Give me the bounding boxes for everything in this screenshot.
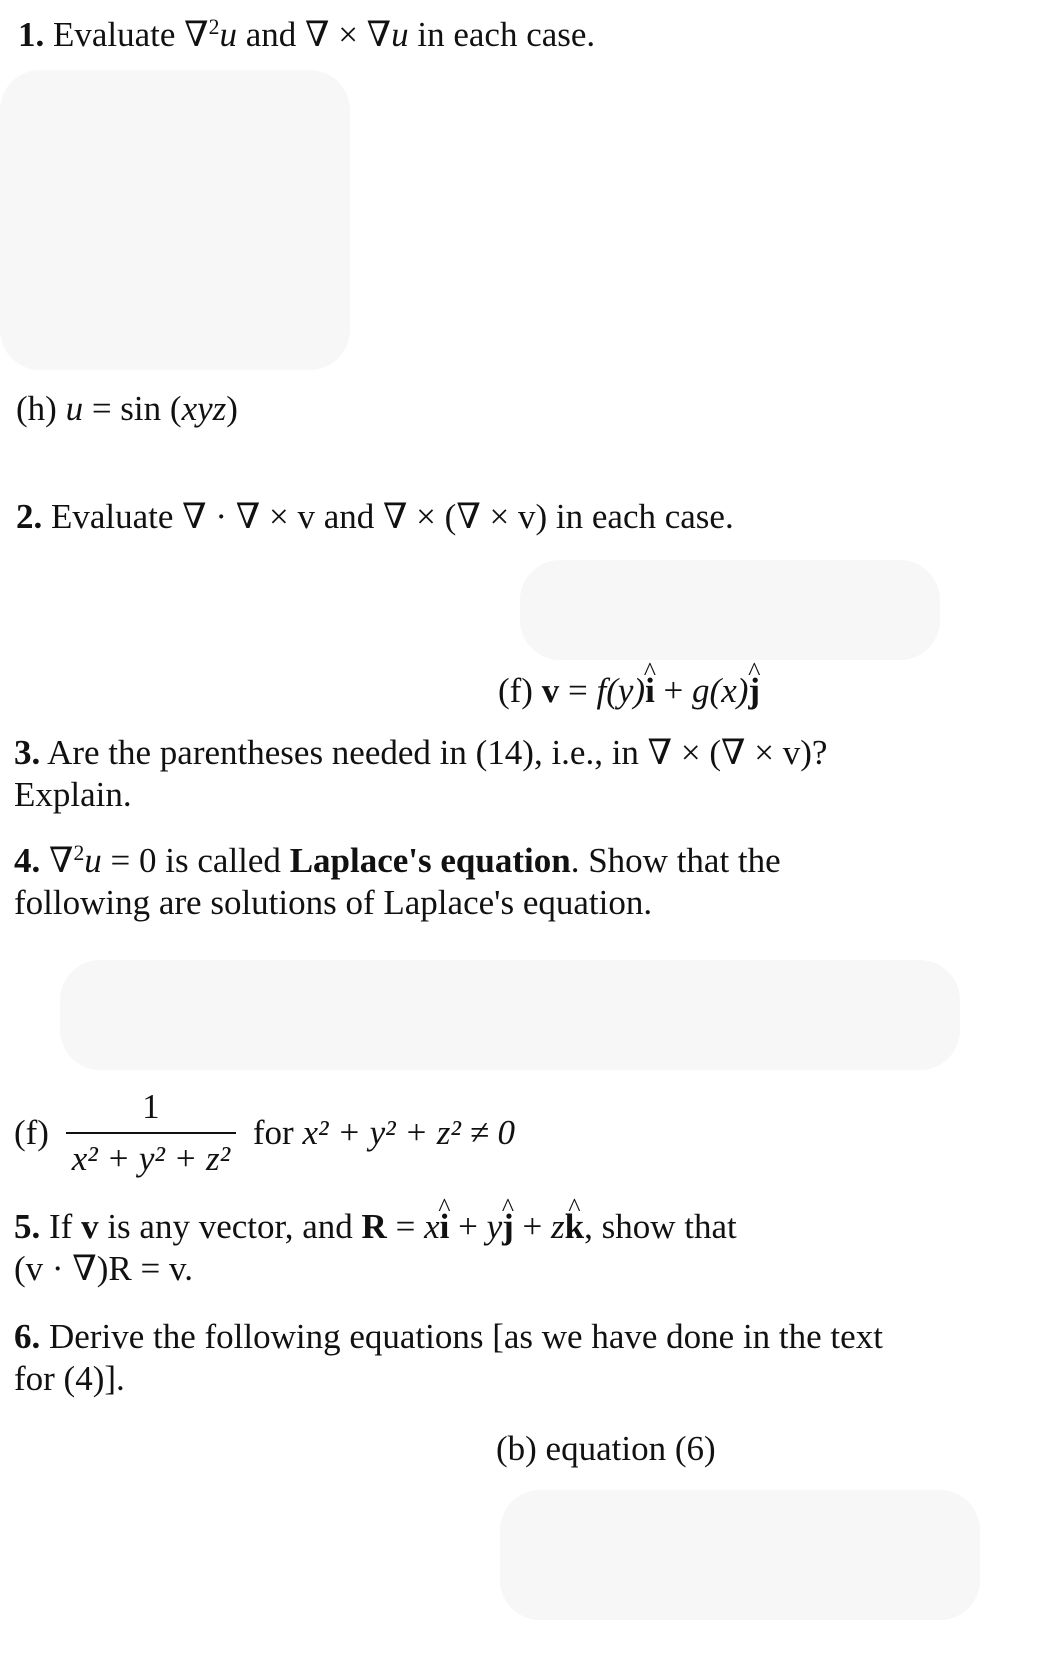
problem-6-line1: 6. Derive the following equations [as we have done in the text bbox=[14, 1317, 883, 1356]
problem-4-line1: 4. ∇$^2$u = 0 is called Laplace's equation. Show that the bbox=[14, 841, 781, 880]
problem-text: Evaluate ∇$^2$u and ∇ × ∇u in each case. bbox=[53, 15, 596, 54]
problem-text-line2: Explain. bbox=[14, 775, 132, 814]
scan-shade bbox=[0, 70, 350, 370]
scan-shade bbox=[60, 960, 960, 1070]
problem-4-part-f: (f) $\frac{1}{\text{x² + y² + z²}}$ for x² + y² + z² ≠ 0 bbox=[14, 1087, 516, 1178]
problem-text: Are the parentheses needed in (14), i.e., in ∇ × (∇ × v)? bbox=[47, 733, 828, 772]
problem-1-part-h: (h) u = sin (xyz) bbox=[16, 389, 238, 428]
problem-5-line2: (v · ∇)R = v. bbox=[14, 1249, 193, 1288]
problem-4 bbox=[14, 840, 976, 924]
problem-text: Evaluate ∇ · ∇ × v and ∇ × (∇ × v) in each case. bbox=[51, 497, 734, 536]
scan-shade bbox=[520, 560, 940, 660]
problem-6-part-b: (b) equation (6) bbox=[496, 1429, 716, 1468]
laplace-term: Laplace's equation bbox=[289, 841, 571, 880]
problem-number: 2. bbox=[16, 497, 43, 536]
problem-5-line1: 5. If v is any vector, and R = x^ i + y^ j + z^ k, show that bbox=[14, 1206, 976, 1248]
problem-4-line2: following are solutions of Laplace's equation. bbox=[14, 883, 653, 922]
problem-number: 3. bbox=[14, 733, 41, 772]
problem-1-heading bbox=[18, 14, 595, 56]
problem-3 bbox=[14, 732, 827, 816]
problem-number: 1. bbox=[18, 15, 45, 54]
problem-6 bbox=[14, 1316, 976, 1400]
problem-2-part-f: (f) v = f(y)^ i + g(x)^ j bbox=[498, 670, 760, 712]
fraction: $\frac{1}{\text{x² + y² + z²}}$ bbox=[66, 1086, 236, 1180]
problem-6-line2: for (4)]. bbox=[14, 1359, 125, 1398]
problem-5 bbox=[14, 1206, 976, 1290]
scan-shade bbox=[500, 1490, 980, 1620]
problem-2-heading bbox=[16, 496, 734, 538]
